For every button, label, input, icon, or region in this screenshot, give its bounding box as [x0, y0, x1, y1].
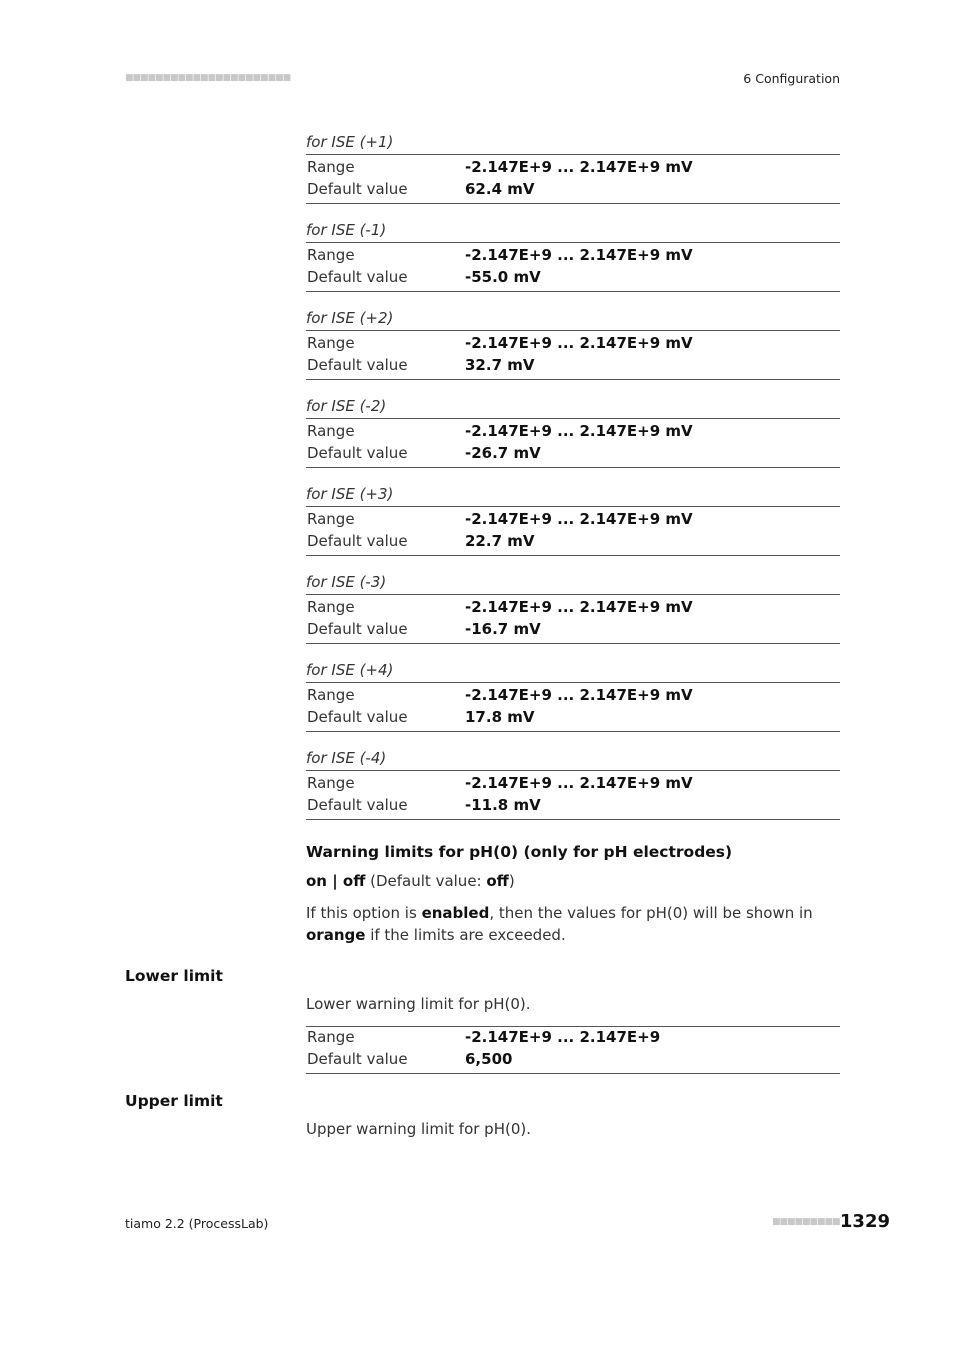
default-label: Default value — [307, 532, 408, 550]
default-label: Default value — [307, 620, 408, 638]
divider — [306, 379, 840, 380]
section-title: Warning limits for pH(0) (only for pH electrodes) — [306, 843, 733, 861]
default-value: -16.7 mV — [465, 620, 541, 638]
divider — [306, 203, 840, 204]
range-label: Range — [307, 158, 355, 176]
default-label: Default value — [307, 708, 408, 726]
default-value: 62.4 mV — [465, 180, 535, 198]
range-value: -2.147E+9 ... 2.147E+9 mV — [465, 774, 693, 792]
default-value: 6,500 — [465, 1050, 513, 1068]
divider — [306, 154, 840, 155]
range-label: Range — [307, 774, 355, 792]
ise-title: for ISE (-2) — [306, 397, 387, 415]
divider — [306, 555, 840, 556]
ise-title: for ISE (+2) — [306, 309, 394, 327]
ise-title: for ISE (+4) — [306, 661, 394, 679]
ise-block — [306, 397, 840, 468]
divider — [306, 330, 840, 331]
desc-enabled: enabled — [421, 904, 490, 922]
range-value: -2.147E+9 ... 2.147E+9 mV — [465, 246, 693, 264]
default-label: Default value — [307, 356, 408, 374]
default-row — [306, 444, 840, 464]
ise-title: for ISE (-1) — [306, 221, 387, 239]
divider — [306, 770, 840, 771]
warning-description — [306, 902, 840, 946]
default-prefix: (Default value: — [365, 872, 487, 890]
range-value: -2.147E+9 ... 2.147E+9 mV — [465, 158, 693, 176]
option-list: on | off — [306, 872, 366, 890]
chapter-title: 6 Configuration — [743, 71, 840, 86]
range-row — [306, 422, 840, 442]
default-value: 17.8 mV — [465, 708, 535, 726]
ise-block — [306, 485, 840, 556]
footer-decoration: ■■■■■■■■■ — [772, 1217, 840, 1227]
default-label: Default value — [307, 1050, 408, 1068]
range-value: -2.147E+9 ... 2.147E+9 mV — [465, 422, 693, 440]
ise-title: for ISE (+3) — [306, 485, 394, 503]
default-value: -11.8 mV — [465, 796, 541, 814]
default-label: Default value — [307, 444, 408, 462]
default-label: Default value — [307, 268, 408, 286]
option-values — [306, 870, 515, 892]
range-row — [306, 158, 840, 178]
range-label: Range — [307, 598, 355, 616]
header-decoration: ■■■■■■■■■■■■■■■■■■■■■■ — [125, 73, 291, 83]
divider — [306, 506, 840, 507]
range-label: Range — [307, 334, 355, 352]
default-value: -55.0 mV — [465, 268, 541, 286]
default-suffix: ) — [508, 872, 515, 890]
ise-block — [306, 133, 840, 204]
desc-text: , then the values for pH(0) will be shown in — [489, 904, 813, 922]
range-row — [306, 686, 840, 706]
desc-orange: orange — [306, 926, 366, 944]
default-label: Default value — [307, 180, 408, 198]
ise-block — [306, 221, 840, 292]
range-value: -2.147E+9 ... 2.147E+9 mV — [465, 334, 693, 352]
divider — [306, 242, 840, 243]
default-value: 32.7 mV — [465, 356, 535, 374]
desc-text: If this option is — [306, 904, 422, 922]
range-row — [306, 1028, 840, 1048]
ise-block — [306, 749, 840, 820]
range-value: -2.147E+9 ... 2.147E+9 — [465, 1028, 661, 1046]
page-number: 1329 — [839, 1211, 890, 1232]
range-label: Range — [307, 246, 355, 264]
lower-limit-table — [306, 1026, 840, 1074]
default-row — [306, 356, 840, 376]
default-row — [306, 532, 840, 552]
divider — [306, 819, 840, 820]
divider — [306, 731, 840, 732]
range-row — [306, 598, 840, 618]
desc-text: if the limits are exceeded. — [365, 926, 566, 944]
upper-limit-heading: Upper limit — [125, 1092, 223, 1110]
range-row — [306, 246, 840, 266]
default-row — [306, 268, 840, 288]
range-label: Range — [307, 1028, 355, 1046]
ise-block — [306, 309, 840, 380]
upper-limit-description: Upper warning limit for pH(0). — [306, 1120, 531, 1138]
range-value: -2.147E+9 ... 2.147E+9 mV — [465, 686, 693, 704]
ise-block — [306, 661, 840, 732]
range-value: -2.147E+9 ... 2.147E+9 mV — [465, 510, 693, 528]
divider — [306, 594, 840, 595]
default-value: -26.7 mV — [465, 444, 541, 462]
divider — [306, 418, 840, 419]
range-value: -2.147E+9 ... 2.147E+9 mV — [465, 598, 693, 616]
default-option: off — [486, 872, 509, 890]
divider — [306, 467, 840, 468]
divider — [306, 682, 840, 683]
range-row — [306, 510, 840, 530]
default-label: Default value — [307, 796, 408, 814]
ise-title: for ISE (-4) — [306, 749, 387, 767]
divider — [306, 291, 840, 292]
default-value: 22.7 mV — [465, 532, 535, 550]
range-row — [306, 774, 840, 794]
default-row — [306, 708, 840, 728]
ise-title: for ISE (-3) — [306, 573, 387, 591]
default-row — [306, 1050, 840, 1070]
lower-limit-heading: Lower limit — [125, 967, 223, 985]
footer-product: tiamo 2.2 (ProcessLab) — [125, 1216, 269, 1231]
range-label: Range — [307, 422, 355, 440]
range-label: Range — [307, 510, 355, 528]
default-row — [306, 620, 840, 640]
range-label: Range — [307, 686, 355, 704]
ise-title: for ISE (+1) — [306, 133, 394, 151]
divider — [306, 643, 840, 644]
ise-block — [306, 573, 840, 644]
default-row — [306, 796, 840, 816]
range-row — [306, 334, 840, 354]
lower-limit-description: Lower warning limit for pH(0). — [306, 995, 531, 1013]
default-row — [306, 180, 840, 200]
